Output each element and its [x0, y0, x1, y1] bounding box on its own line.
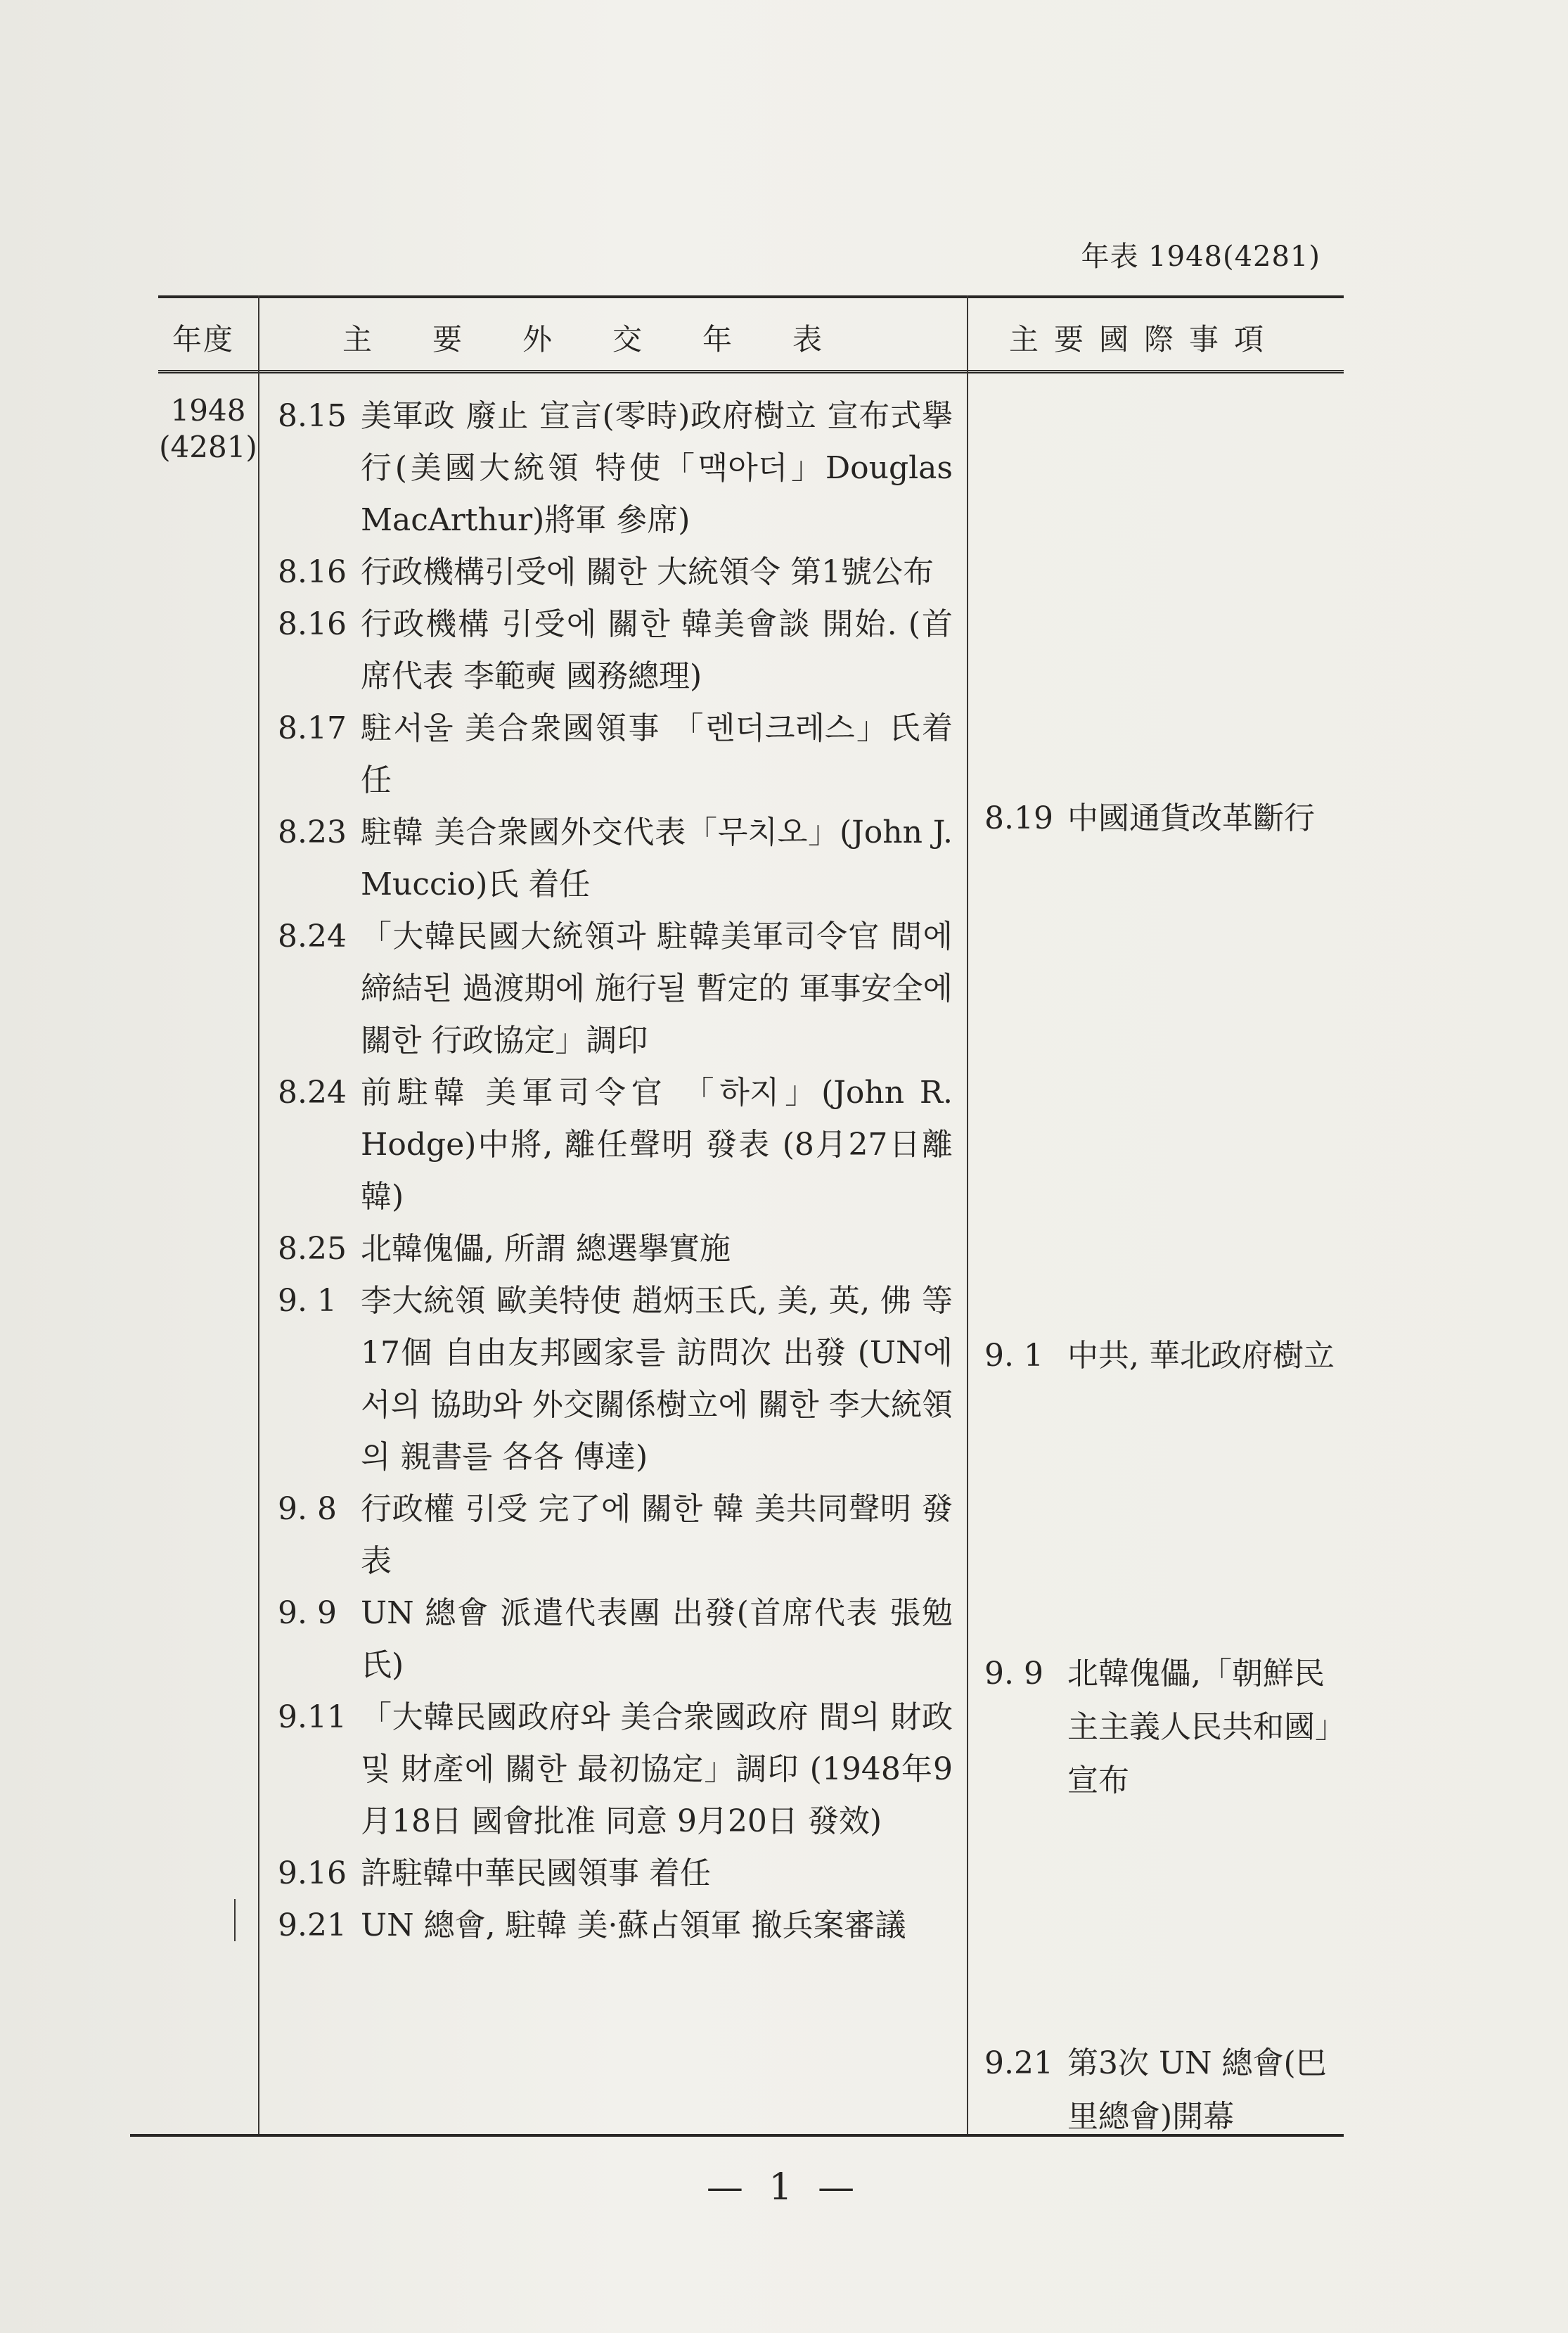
main-entry	[278, 1848, 953, 1900]
year-western: 1948	[170, 393, 246, 428]
main-entry	[278, 911, 953, 1067]
header-main-diplomatic: 主要外交年表	[342, 322, 883, 357]
entry-date: 9.16	[278, 1855, 347, 1891]
entry-text: 李大統領 歐美特使 趙炳玉氏, 美, 英, 佛 等 17個 自由友邦國家를 訪問次 出發 (UN에서의 協助와 外交關係樹立에 關한 李大統領의 親書를 各各 傳達)	[361, 1283, 953, 1475]
entry-date: 8.17	[278, 710, 347, 746]
table-top-rule	[158, 295, 1344, 298]
main-entry	[278, 390, 953, 547]
entry-date: 9. 8	[278, 1491, 337, 1527]
main-entry	[278, 1067, 953, 1223]
entry-date: 9. 9	[278, 1595, 337, 1631]
intl-entry	[984, 1329, 1336, 1383]
entry-date: 9. 9	[984, 1656, 1043, 1692]
entry-text: 駐서울 美合衆國領事 「렌더크레스」氏着任	[361, 710, 953, 798]
entry-text: 行政機構引受에 關한 大統領令 第1號公布	[361, 554, 934, 590]
entry-text: 前駐韓 美軍司令官 「하지」(John R. Hodge)中將, 離任聲明 發表 (8月27日離韓)	[361, 1075, 953, 1215]
entry-date: 8.23	[278, 814, 347, 850]
intl-entry	[984, 1647, 1336, 1808]
entry-text: 中國通貨改革斷行	[1067, 800, 1315, 836]
entry-text: 行政權 引受 完了에 關한 韓 美共同聲明 發表	[361, 1491, 953, 1579]
table-bottom-rule	[130, 2134, 1344, 2137]
column-divider-intl	[967, 295, 968, 2137]
main-entry	[278, 547, 953, 599]
main-entry	[278, 1275, 953, 1483]
entry-text: 行政機構 引受에 關한 韓美會談 開始. (首席代表 李範奭 國務總理)	[361, 606, 953, 694]
entry-text: 美軍政 廢止 宣言(零時)政府樹立 宣布式擧行(美國大統領 特使「맥아더」Douglas MacArthur)將軍 參席)	[361, 398, 953, 538]
entry-date: 8.25	[278, 1231, 347, 1267]
entry-date: 9.21	[984, 2045, 1053, 2081]
entry-date: 9.21	[278, 1907, 347, 1943]
main-entry	[278, 1900, 953, 1952]
entry-text: 北韓傀儡,「朝鮮民主主義人民共和國」宣布	[1067, 1656, 1330, 1798]
main-entry	[278, 1223, 953, 1275]
chronology-table	[158, 295, 1344, 2137]
main-entries-column	[278, 390, 953, 1952]
entry-date: 8.19	[984, 800, 1053, 836]
main-entry	[278, 703, 953, 807]
main-entry	[278, 1587, 953, 1692]
entry-date: 9. 1	[278, 1283, 337, 1319]
entry-date: 8.15	[278, 398, 347, 434]
entry-text: UN 總會 派遣代表團 出發(首席代表 張勉氏)	[361, 1595, 953, 1683]
entry-text: 許駐韓中華民國領事 着任	[361, 1855, 711, 1891]
entry-text: 北韓傀儡, 所謂 總選擧實施	[361, 1231, 731, 1267]
entry-text: 「大韓民國大統領과 駐韓美軍司令官 間에 締結된 過渡期에 施行될 暫定的 軍事安全에 關한 行政協定」調印	[361, 919, 953, 1059]
entry-text: 第3次 UN 總會(巴里總會)開幕	[1067, 2045, 1327, 2135]
entry-text: 駐韓 美合衆國外交代表「무치오」(John J. Muccio)氏 着任	[361, 814, 953, 902]
entry-date: 9. 1	[984, 1338, 1043, 1374]
year-korean: (4281)	[159, 430, 257, 464]
page-number: — 1 —	[706, 2166, 862, 2209]
header-rule	[158, 370, 1344, 376]
intl-entry	[984, 792, 1336, 845]
main-entry	[278, 599, 953, 703]
running-head: 年表 1948(4281)	[1081, 241, 1320, 273]
column-divider-year	[258, 295, 259, 2137]
header-year: 年度	[172, 322, 235, 357]
main-entry	[278, 1692, 953, 1848]
entry-text: 中共, 華北政府樹立	[1067, 1338, 1335, 1374]
header-international: 主要國際事項	[1009, 322, 1280, 357]
entry-date: 8.16	[278, 606, 347, 642]
entry-date: 8.24	[278, 919, 347, 954]
main-entry	[278, 1483, 953, 1587]
entry-date: 8.16	[278, 554, 347, 590]
main-entry	[278, 807, 953, 911]
year-cell	[158, 392, 258, 466]
page-margin-mark	[234, 1899, 236, 1941]
entry-date: 8.24	[278, 1075, 347, 1111]
entry-text: UN 總會, 駐韓 美·蘇占領軍 撤兵案審議	[361, 1907, 906, 1943]
intl-entry	[984, 2037, 1336, 2144]
entry-date: 9.11	[278, 1699, 347, 1735]
entry-text: 「大韓民國政府와 美合衆國政府 間의 財政 및 財產에 關한 最初協定」調印 (1948年9月18日 國會批准 同意 9月20日 發效)	[361, 1699, 953, 1839]
